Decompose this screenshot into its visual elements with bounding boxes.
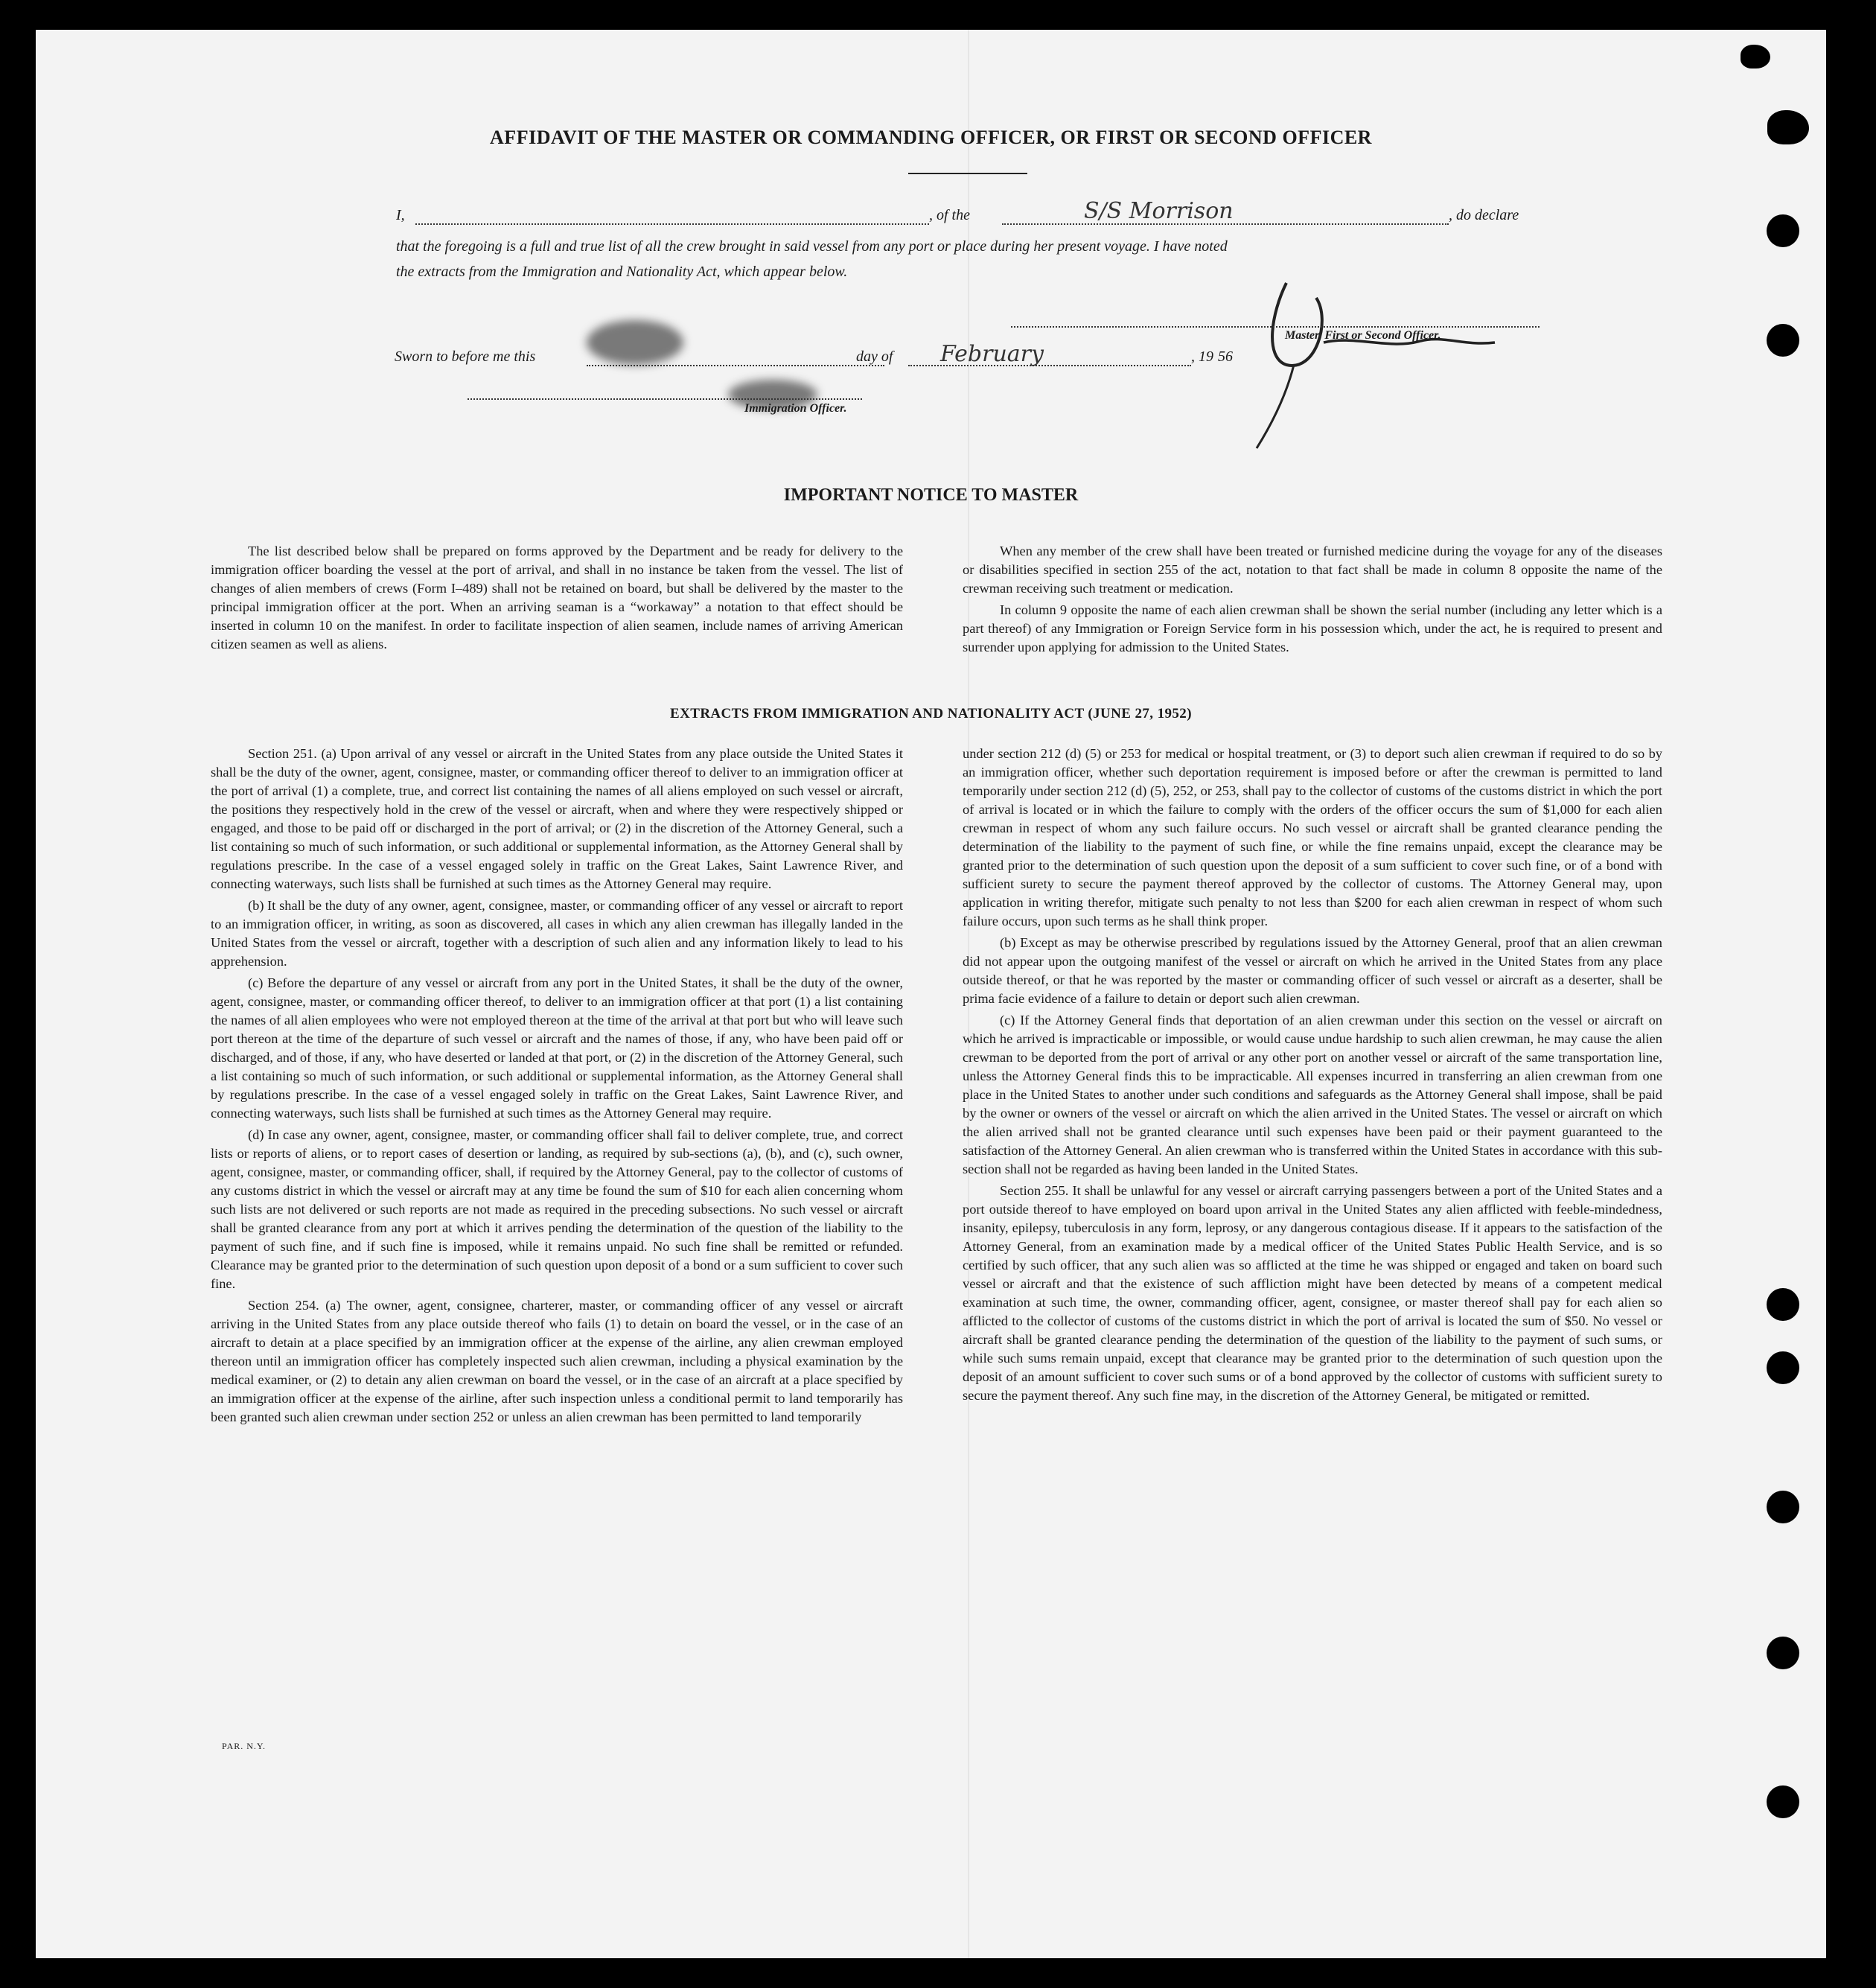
binder-hole (1767, 1637, 1799, 1669)
sworn-day-line (587, 365, 884, 366)
torn-corner-mark (1741, 45, 1770, 69)
master-signature (1242, 253, 1540, 454)
notice-right-column (963, 542, 1662, 660)
signature-line (1011, 326, 1540, 328)
document-page (36, 30, 1826, 1958)
affidavit-i-label: I, (396, 207, 405, 223)
binder-hole (1767, 1785, 1799, 1818)
binder-hole (1767, 1491, 1799, 1523)
notice-heading: IMPORTANT NOTICE TO MASTER (783, 485, 1079, 505)
year-handwritten: 56 (1218, 348, 1233, 365)
month-handwritten: February (940, 341, 1044, 367)
notice-left-column (211, 542, 903, 657)
day-of-label: day of (856, 348, 893, 365)
extract-paragraph: under section 212 (d) (5) or 253 for medical or hospital treatment, or (3) to deport such alien crewman if required to do so by an immigration officer, whether such deportation requirement is imposed before or after the crewman is permitted to land temporarily under section 212 (d) (5), 252, or 253, shall pay to the collector of customs of the customs district in which the port of arrival is located or in which the failure to comply with the orders of the officer occurs the sum of $1,000 for each alien crewman in respect of whom any such failure occurs. No such vessel or aircraft shall be granted clearance pending the determination of the liability to the payment of such fine, or while the fine remains unpaid, except the clearance may be granted prior to the determination of such question upon the deposit of a sum sufficient to cover such fine, or of a bond with sufficient surety to secure the payment thereof approved by the collector of customs. The Attorney General may, upon application in writing therefor, mitigate such penalty to not less than $200 for each alien crewman in respect of whom such failure occurs, upon such terms as he shall think proper. (963, 746, 1662, 928)
extracts-heading: EXTRACTS FROM IMMIGRATION AND NATIONALITY ACT (JUNE 27, 1952) (670, 706, 1192, 721)
binder-hole (1767, 324, 1799, 357)
officer-line (468, 398, 862, 400)
extract-paragraph: (d) In case any owner, agent, consignee, master, or commanding officer shall fail to deliver complete, true, and correct lists or reports of aliens, or to report cases of desertion or landing, as required by sub-sections (a), (b), and (c), such owner, agent, consignee, master, or commanding officer, shall, if required by the Attorney General, pay to the collector of customs of any customs district in which the vessel or aircraft may at any time be found the sum of $10 for each alien concerning whom such lists are not delivered or such reports are not made as required in the preceding subsections. No such vessel or aircraft shall be granted clearance from any port at which it arrives pending the determination of the question of the liability to the payment of such fine, and if such fine is imposed, while it remains unpaid. No such fine shall be remitted or refunded. Clearance may be granted prior to the determination of such question upon deposit of a bond or a sum sufficient to cover such fine. (211, 1127, 903, 1291)
extract-paragraph: (c) Before the departure of any vessel or aircraft from any port in the United States, it shall be the duty of the owner, agent, consignee, master, or commanding officer thereof, to deliver to an immigration officer at that port (1) a list containing the names of all alien employees who were not employed thereon at the time of the arrival at that port but who will leave such port thereon at the time of the departure of such vessel or aircraft and the names of those, if any, who have been paid off or discharged, and of those, if any, who have deserted or landed at that port, or (2) in the discretion of the Attorney General, such a list containing so much of such information, or such additional or supplemental information, as the Attorney General shall by regulations prescribe. In the case of a vessel engaged solely in traffic on the Great Lakes, Saint Lawrence River, and connecting waterways, such lists shall be furnished at such times as the Attorney General may require. (211, 975, 903, 1121)
extract-paragraph: (c) If the Attorney General finds that deportation of an alien crewman under this section on the vessel or aircraft on which he arrived is impracticable or impossible, or would cause undue hardship to such alien crewman, he may cause the alien crewman to be deported from the port of arrival or any other port on another vessel or aircraft of the same transportation line, unless the Attorney General finds this to be impracticable. All expenses incurred in transferring an alien crewman from one place in the United States to another under such conditions and safeguards as the Attorney General shall impose, shall be paid by the owner or owners of the vessel or aircraft on which the alien arrived in the United States. The vessel or aircraft on which the alien arrived shall not be granted clearance until such expenses have been paid or their payment guaranteed to the satisfaction of the Attorney General. An alien crewman who is transferred within the United States in accordance with this sub-section shall not be regarded as having been landed in the United States. (963, 1013, 1662, 1176)
binder-hole (1767, 1288, 1799, 1321)
affidavit-line-2: that the foregoing is a full and true list of all the crew brought in said vessel from any port or place during her present voyage. I have noted (396, 238, 1228, 255)
affidavit-of-the-label: , of the (929, 207, 970, 223)
signature-caption: Master, First or Second Officer. (1285, 329, 1441, 342)
extract-paragraph: (b) It shall be the duty of any owner, agent, consignee, master, or commanding officer of any vessel or aircraft to report to an immigration officer, in writing, as soon as discovered, all cases in which any alien crewman has illegally landed in the United States from the vessel or aircraft, together with a description of such alien and any information likely to lead to his apprehension. (211, 898, 903, 969)
name-line (415, 223, 929, 225)
binder-hole (1767, 1351, 1799, 1384)
printer-mark: PAR. N.Y. (222, 1741, 267, 1751)
vessel-handwritten: S/S Morrison (1084, 198, 1234, 224)
extract-paragraph: Section 255. It shall be unlawful for any vessel or aircraft carrying passengers between a port of the United States and a port outside thereof to have employed on board upon arrival in the United States any alien afflicted with feeble-mindedness, insanity, epilepsy, tuberculosis in any form, leprosy, or any dangerous contagious disease. If it appears to the satisfaction of the Attorney General, from an examination made by a medical officer of the United States Public Health Service, and is so certified by such officer, that any such alien was so afflicted at the time he was shipped or engaged and taken on board such vessel or aircraft and that the existence of such affliction might have been detected by means of a competent medical examination at such time, the owner, commanding officer, agent, consignee, or master thereof shall pay for each alien so afflicted to the collector of customs of the customs district in which the port of arrival is located the sum of $50. No vessel or aircraft shall be granted clearance pending the determination of the question of the liability to the payment of such sums, or while such sums remain unpaid, except that clearance may be granted prior to the determination of such question upon the deposit of an amount sufficient to cover such sums or of a bond approved by the collector of customs with sufficient surety to secure the payment thereof. Any such fine may, in the discretion of the Attorney General, be mitigated or remitted. (963, 1183, 1662, 1403)
do-declare-label: , do declare (1449, 207, 1519, 223)
notice-paragraph: In column 9 opposite the name of each alien crewman shall be shown the serial number (including any letter which is a part thereof) of any Immigration or Foreign Service form in his possession which, under the act, he is required to present and surrender upon applying for admission to the United States. (963, 602, 1662, 654)
affidavit-line-3: the extracts from the Immigration and Nationality Act, which appear below. (396, 264, 848, 280)
officer-caption: Immigration Officer. (744, 402, 847, 415)
extracts-right-column (963, 745, 1662, 1408)
stamp-smudge (587, 320, 683, 365)
title-rule (908, 173, 1027, 174)
extract-paragraph: (b) Except as may be otherwise prescribed by regulations issued by the Attorney General, proof that an alien crewman did not appear upon the outgoing manifest of the vessel or aircraft on which he arrived in the United States from any place outside thereof, or that he was reported by the master or commanding officer of such vessel or aircraft as a deserter, shall be prima facie evidence of a failure to detain or deport such alien crewman. (963, 935, 1662, 1006)
extracts-left-column (211, 745, 903, 1430)
extract-paragraph: Section 254. (a) The owner, agent, consignee, charterer, master, or commanding officer of any vessel or aircraft arriving in the United States from any place outside thereof who fails (1) to detain on board the vessel, or in the case of an aircraft to detain at a place specified by an immigration officer at the expense of the airline, any alien crewman employed thereon until an immigration officer has completely inspected such alien crewman, including a physical examination by the medical examiner, or (2) to detain any alien crewman on board the vessel, or in the case of an aircraft at a place specified by an immigration officer at the expense of the airline, after such inspection unless a conditional permit to land temporarily has been granted such alien crewman under section 252 or unless an alien crewman has been permitted to land temporarily (211, 1298, 903, 1424)
sworn-label: Sworn to before me this (395, 348, 536, 365)
affidavit-title: AFFIDAVIT OF THE MASTER OR COMMANDING OFFICER, OR FIRST OR SECOND OFFICER (490, 127, 1372, 148)
notice-paragraph: When any member of the crew shall have been treated or furnished medicine during the voyage for any of the diseases or disabilities specified in section 255 of the act, notation to that fact shall be made in column 8 opposite the name of the crewman receiving such treatment or medication. (963, 544, 1662, 596)
year-label: , 19 (1191, 348, 1213, 365)
notice-paragraph: The list described below shall be prepared on forms approved by the Department and be ready for delivery to the immigration officer boarding the vessel at the port of arrival, and shall in no instance be taken from the vessel. The list of changes of alien members of crews (Form I–489) shall not be retained on board, but shall be delivered by the master to the principal immigration officer at the port. When an arriving seaman is a “workaway” a notation to that effect should be inserted in column 10 on the manifest. In order to facilitate inspection of alien seamen, include names of arriving American citizen seamen as well as aliens. (211, 544, 903, 651)
extract-paragraph: Section 251. (a) Upon arrival of any vessel or aircraft in the United States from any place outside the United States it shall be the duty of the owner, agent, consignee, master, or commanding officer thereof to deliver to an immigration officer at the port of arrival (1) a complete, true, and correct list containing the names of all aliens employed on such vessel or aircraft, the positions they respectively hold in the crew of the vessel or aircraft, when and where they were respectively shipped or engaged, and those to be paid off or discharged in the port of arrival; or (2) in the discretion of the Attorney General, such a list containing so much of such information, or such additional or supplemental information, as the Attorney General shall by regulations prescribe. In the case of a vessel engaged solely in traffic on the Great Lakes, Saint Lawrence River, and connecting waterways, such lists shall be furnished at such times as the Attorney General may require. (211, 746, 903, 891)
binder-hole (1767, 214, 1799, 247)
